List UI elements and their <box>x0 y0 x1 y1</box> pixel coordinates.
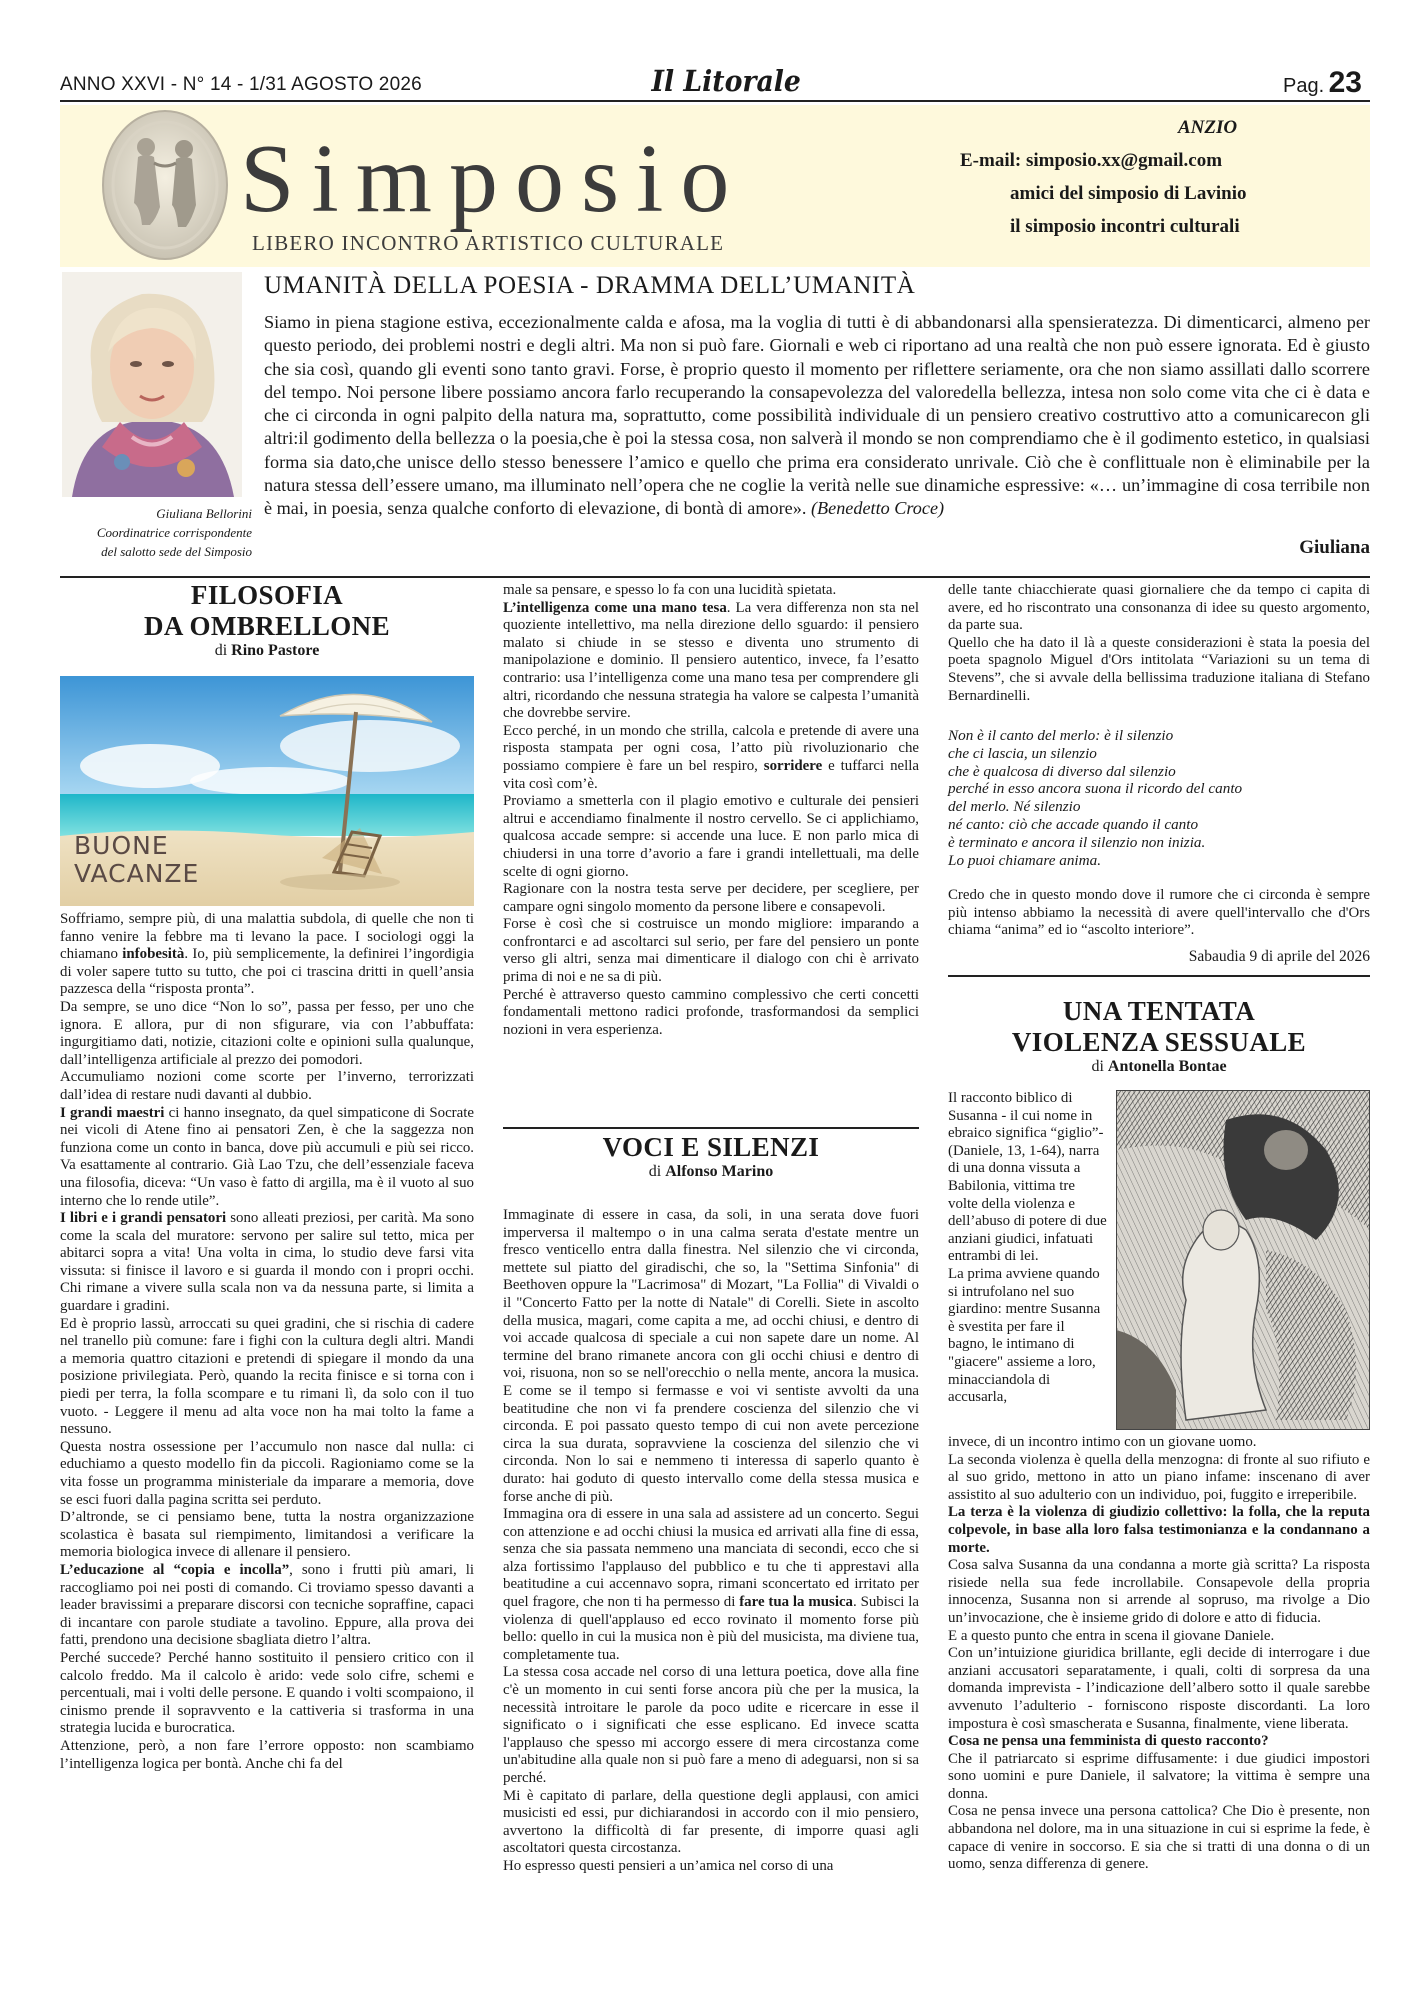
poem-line: che è qualcosa di diverso dal silenzio <box>948 762 1176 780</box>
article-title: UNA TENTATA <box>1062 996 1256 1026</box>
paragraph: E a questo punto che entra in scena il giovane Daniele. <box>948 1627 1275 1644</box>
poem-line: è terminato e ancora il silenzio non inizia. <box>948 833 1206 851</box>
paragraph: L’intelligenza come una mano tesa. La vera differenza non sta nel quoziente intellettivo, ma nella direzione dello sguardo: il pensiero malato si chiude in se stesso e diventa uno strumento di manipolazione e dominio. Il pensiero autentico, invece, fa l’esatto contrario: usa l’intelligenza come una mano tesa per comprendere gli altri, ricordando che nessuna strategia ha valore se calpesta l’umanità che dovrebbe servire. <box>503 599 919 722</box>
paragraph: Cosa ne pensa una femminista di questo racconto? <box>948 1733 1269 1750</box>
paragraph: Quello che ha dato il là a queste considerazioni è stata la poesia del poeta spagnolo Miguel d'Ors intitolata “Variazioni su un tema di Stevens”, che si avvale della bellissima traduzione italiana di Stefano Bernardinelli. <box>948 634 1370 704</box>
contacts-block <box>960 111 1360 243</box>
page-label: Pag. <box>1283 75 1325 97</box>
author-portrait <box>62 272 242 497</box>
article-body <box>60 911 474 1773</box>
author-name: Alfonso Marino <box>665 1163 774 1180</box>
group-name: il simposio incontri culturali <box>1010 216 1240 237</box>
editorial-title: UMANITÀ DELLA POESIA - DRAMMA DELL’UMANITÀ <box>264 272 916 299</box>
susanna-engraving <box>1116 1090 1370 1430</box>
paragraph: Proviamo a smetterla con il plagio emotivo e culturale dei pensieri altrui e accendiamo finalmente il nostro cervello. Se ci applichiamo, qualcosa accade sempre: si accende una luce. E non parlo mica di chiudersi in una torre d’avorio a fare i grandi intellettuali, ma delle scelte di ogni giorno. <box>503 793 919 880</box>
article-title: VIOLENZA SESSUALE <box>1011 1027 1307 1057</box>
paragraph: Cosa ne pensa invece una persona cattolica? Che Dio è presente, non abbandona nel dolore, ma in una situazione in cui si esprime la fede, è capace di venire in soccorso. E sia che si tratti di una donna o di un uomo, senza differenza di genere. <box>948 1803 1370 1873</box>
author-name: Antonella Bontae <box>1107 1058 1227 1075</box>
editorial-signature: Giuliana <box>1299 537 1370 558</box>
poem-line: Lo puoi chiamare anima. <box>948 851 1101 869</box>
paragraph: L’educazione al “copia e incolla”, sono i frutti più amari, li raccogliamo poi nei posti di comando. Ci troviamo spesso davanti a leader bravissimi a preparare discorsi con tecniche sopraffine, capaci di incantare con parole studiate a tavolino. Eppure, alla prova dei fatti, prendono una decisione sbagliata dietro l’altra. <box>60 1561 474 1649</box>
poem-line: del merlo. Né silenzio <box>948 798 1081 816</box>
paragraph: Cosa salva Susanna da una condanna a morte già scritta? La risposta risiede nella sua fede incrollabile. Consapevole della propria innocenza, Susanna non si arrende al sopruso, ma rivolge a Dio un’invocazione, che è insieme grido di dolore e atto di fiducia. <box>948 1557 1370 1626</box>
caption-role: del salotto sede del Simposio <box>101 544 252 559</box>
paragraph: Da sempre, se uno dice “Non lo so”, passa per fesso, per uno che ignora. E allora, pur di non sfigurare, via con l’abbuffata: ingurgitiamo dati, notizie, citazioni colte e opinioni sulla qualunque, dall’intelligenza artificiale al prezzo dei pomodori. <box>60 998 474 1068</box>
article-title: VOCI E SILENZI <box>602 1132 820 1162</box>
article-date: Sabaudia 9 di aprile del 2026 <box>1188 948 1370 965</box>
paragraph: Che il patriarcato si esprime diffusamente: i due giudici impostori sono uomini e pure Daniele, il salvatore; la vittima è sempre una donna. <box>948 1750 1370 1802</box>
simposio-emblem-icon <box>100 107 230 263</box>
article-body-continued <box>503 582 919 1039</box>
byline: di Rino Pastore <box>214 642 320 659</box>
paragraph: D’altronde, se ci pensiamo bene, tutta la nostra organizzazione scolastica è basata sul riempimento, limitandosi a verificare la memoria biologica invece di allenare il pensiero. <box>60 1509 474 1561</box>
paragraph: male sa pensare, e spesso lo fa con una lucidità spietata. <box>503 582 837 598</box>
email-label: E-mail: simposio.xx@gmail.com <box>960 150 1223 171</box>
divider <box>60 100 1370 102</box>
article-body <box>948 887 1370 940</box>
paragraph: I libri e i grandi pensatori sono alleati preziosi, per carità. Ma sono come la scala del muratore: servono per salire sul tetto, mica per abitarci sopra a vita! Una volta in cima, lo studio deve farsi vita vissuta: si finisce il lavoro e si guarda il mondo con i propri occhi. Chi rimane a vivere sulla scala non va da nessuna parte, si limita a guardare i gradini. <box>60 1210 475 1315</box>
paragraph: Perché è attraverso questo cammino complessivo che certi concetti fondamentali mettono radici profonde, trasformandosi da semplici nozioni in vera esperienza. <box>503 986 919 1038</box>
top-line <box>60 64 1370 100</box>
article-header <box>948 996 1370 1076</box>
paragraph: Perché succede? Perché hanno sostituito il pensiero critico con il calcolo freddo. Ma il calcolo è arido: vede solo cifre, schemi e percentuali, mai i volti delle persone. E quando i volti scompaiono, il cinismo prende il sopravvento e la cattiveria si trasforma in una strategia lucida e burocratica. <box>60 1649 474 1737</box>
poem-line: perché in esso ancora suona il ricordo del canto <box>948 780 1243 798</box>
divider <box>948 975 1370 977</box>
paragraph: La stessa cosa accade nel corso di una lettura poetica, dove alla fine c'è un momento in cui senti forse ancora più che per la musica, la necessità introitare le parole da poco udite e ricercare in esse il significato o i significati che esse esplicano. Ed invece scatta l'applauso che spesso mi accorgo essere di mera circostanza come un'abitudine alla quale non si può fare a meno di adeguarsi, non si sa perché. <box>503 1664 919 1786</box>
editorial-text: Siamo in piena stagione estiva, eccezionalmente calda e afosa, ma la voglia di tutti è di abbandonarsi alla spensieratezza. Di dimenticarci, almeno per questo periodo, dei problemi nostri e degli altri. Ma non si può fare. Giornali e web ci riportano ad una realtà che non può essere ignorata. Ed è giusto che sia così, quando gli eventi sono tanto gravi. Forse, è proprio questo il momento per riflettere seriamente, ora che non siamo assillati dallo scorrere del tempo. Noi persone libere possiamo ancora farlo recuperando la consapevolezza del valoredella bellezza, intesa non solo come vita che ci è data e che ci circonda in ogni palpito della natura ma, soprattutto, come possibilità individuale di un pensiero creativo costruttivo atto a comunicarecon gli altri:il godimento della bellezza o la poesia,che è poi la stessa cosa, non salverà il mondo se non comprendiamo che è il godimento estetico, in qualsiasi forma sia dato,che unisce dello stesso benessere l’amico e quello che prima era considerato unrivale. Ciò che è conflittuale non è eliminabile per la natura stessa dell’essere umano, ma illuminato nell’opera che ne coglie la verità nelle sue dinamiche espressive: «… un’immagine di cosa terribile non è mai, in poesia, senza qualche conforto di elevazione, di bontà di amore». <box>264 312 1370 519</box>
paragraph: Attenzione, però, a non fare l’errore opposto: non scambiamo l’intelligenza logica per bontà. Anche chi fa del <box>60 1737 474 1772</box>
paragraph: Immagina ora di essere in una sala ad assistere ad un concerto. Segui con attenzione e ad occhi chiusi la musica ed arrivati alla fine di essa, senza che sia passata nemmeno una manciata di secondi, ecco che si alza fortissimo l'applauso del pubblico e tu che ti apprestavi alla beatitudine a cui accennavo sopra, rimani sconcertato ed irritato per quel fragore, che non ti ha permesso di fare tua la musica. Subisci la violenza di quell'applauso ed ecco rovinato il momento forse più bello: quello in cui la musica non è più del musicista, ma diviene tua, completamente tua. <box>503 1506 920 1663</box>
poem <box>948 727 1370 869</box>
paragraph: Credo che in questo mondo dove il rumore che ci circonda è sempre più intenso abbiamo la necessità di avere quell'intervallo che d'Ors chiama “anima” ed io “ascolto interiore”. <box>948 887 1370 939</box>
byline: di Alfonso Marino <box>648 1163 774 1180</box>
page-number-value: 23 <box>1328 66 1362 99</box>
paragraph: La terza è la violenza di giudizio collettivo: la folla, che la reputa colpevole, in base alla loro falsa testimonianza e la condannano a morte. <box>948 1504 1370 1556</box>
paragraph: Ed è proprio lassù, arroccati su quei gradini, che si rischia di cadere nel tranello più comune: fare i fighi con la cultura degli altri. Mandi a memoria quattro citazioni e pretendi di spiegare il mondo da una posizione privilegiata. Però, quando la recita finisce e si torna con i piedi per terra, la folla scompare e tu rimani lì, da solo con il tuo vuoto. - Leggere il menu ad alta voce non ha mai tolto la fame a nessuno. <box>60 1315 474 1438</box>
section-subtitle: LIBERO INCONTRO ARTISTICO CULTURALE <box>252 231 725 255</box>
photo-caption <box>52 504 252 561</box>
section-banner <box>60 105 1370 267</box>
place-label: ANZIO <box>1178 117 1238 138</box>
paragraph: Con un’intuizione giuridica brillante, egli decide di interrogare i due anziani accusatori separatamente, i quali, colti di sorpresa da una domanda imprevista - l’indicazione dell’albero sotto il quale sarebbe avvenuto l’adulterio - forniscono risposte discordanti. La loro impostura è così smascherata e Susanna, finalmente, viene liberata. <box>948 1645 1370 1732</box>
paragraph: La seconda violenza è quella della menzogna: di fronte al suo rifiuto e al suo grido, mettono in atto un piano infame: inscenano di aver assistito al suo adulterio con un individuo, poi, fuggito e irreperibile. <box>948 1451 1370 1503</box>
article-body <box>948 1434 1370 1874</box>
editorial-body <box>264 311 1370 521</box>
group-name: amici del simposio di Lavinio <box>1010 183 1247 204</box>
article-body-wrapped: Il racconto biblico di Susanna - il cui nome in ebraico significa “giglio”- (Daniele, 13, 1-64), narra di una donna vissuta a Babilonia, vittima tre volte della violenza e dell’abuso di potere di due anziani giudici, infatuati entrambi di lei. La prima avviene quando si intrufolano nel suo giardino: mentre Susanna è svestita per fare il bagno, le intimano di "giacere" assieme a loro, minacciandola di accusarla, <box>948 1090 1107 1406</box>
section-title: Simposio <box>240 125 747 233</box>
article-header <box>503 1132 919 1181</box>
article-body-continued <box>948 582 1370 705</box>
page-number <box>1283 66 1362 100</box>
paragraph: Ragionare con la nostra testa serve per decidere, per scegliere, per campare ogni singolo momento da persone libere e consapevoli. <box>503 881 919 915</box>
byline: di Antonella Bontae <box>1091 1058 1227 1075</box>
paragraph: delle tante chiacchierate quasi giornaliere che da tempo ci capita di avere, ed ho riscontrato una consonanza di idee su questo argomento, da parte sua. <box>948 582 1370 634</box>
paragraph: Mi è capitato di parlare, della questione degli applausi, con amici musicisti ed essi, pur dichiarandosi in accordo con il mio pensiero, avvertono la difficoltà di far presente, di imporre quasi agli ascoltatori questa circostanza. <box>503 1787 919 1857</box>
paragraph: Questa nostra ossessione per l’accumulo non nasce dal nulla: ci educhiamo a questo modello fin da piccoli. Ragioniamo come se la vita fosse un programma ministeriale da imparare a memoria, dove se esci fuori dalla pagina scritta sei perduto. <box>60 1438 474 1508</box>
image-caption-text: BUONE VACANZE <box>74 831 200 888</box>
article-title: FILOSOFIA <box>190 580 344 610</box>
paragraph: Ho espresso questi pensieri a un’amica nel corso di una <box>503 1857 834 1874</box>
quote-source: (Benedetto Croce) <box>810 498 945 519</box>
caption-name: Giuliana Bellorini <box>156 506 252 521</box>
paragraph: Immaginate di essere in casa, da soli, in una serata dove fuori imperversa il maltempo o in una calma serata d'estate mentre un fresco venticello entra dalla finestra. Nel silenzio che vi circonda, mettete sul piatto del giradischi, che so, la "Settima Sinfonia" di Beethoven oppure la "Lacrimosa" di Mozart, "La Follia" di Vivaldi o il "Concerto Fatto per la notte di Natale" di Corelli. Siete in ascolto della musica, magari, come capita a me, ad occhi chiusi, e dentro di voi accade qualcosa di speciale a cui non sapete dare un nome. Al termine del brano rimanete ancora con gli occhi chiusi e dentro di voi, risuona, non so se nell'orecchio o nella mente, ancora la musica. E come se il tempo si fermasse e voi vi sentiste avvolti da una beatitudine che non vi fa prendere coscienza del silenzio che vi circonda. E poi passato questo tempo di cui non avete percezione circa la sua durata, sopravviene la coscienza del silenzio che vi circonda. Non lo sai e nemmeno ti interessa di saperlo quanto è durato: hai goduto di questo intervallo come della stessa musica e forse anche di più. <box>503 1207 919 1505</box>
caption-role: Coordinatrice corrispondente <box>96 525 252 540</box>
paragraph: Ecco perché, in un mondo che strilla, calcola e pretende di avere una risposta stampata per ogni cosa, l’atto più rivoluzionario che possiamo compiere è fare un bel respiro, sorridere e tuffarci nella vita così com’è. <box>503 722 920 792</box>
poem-line: Non è il canto del merlo: è il silenzio <box>948 727 1174 744</box>
paragraph: I grandi maestri ci hanno insegnato, da quel simpaticone di Socrate nei vicoli di Atene fino ai pensatori Zen, è che la saggezza non funziona come un conto in banca, dove più accumuli e più sei ricco. Va esattamente al contrario. Già Lao Tzu, che dell’essenziale faceva una filosofia, diceva: “Un vaso è fatto di argilla, ma è il vuoto al suo interno che lo rende utile”. <box>60 1104 474 1209</box>
beach-illustration <box>60 676 474 906</box>
article-body <box>503 1207 919 1876</box>
poem-line: né canto: ciò che accade quando il canto <box>948 815 1199 833</box>
divider <box>60 576 1370 578</box>
author-name: Rino Pastore <box>231 642 320 659</box>
paragraph: Accumuliamo nozioni come scorte per l’inverno, terrorizzati dall’idea di restare nudi davanti al dubbio. <box>60 1069 474 1103</box>
paragraph: invece, di un incontro intimo con un giovane uomo. <box>948 1434 1257 1450</box>
newspaper-masthead: Il Litorale <box>651 64 801 98</box>
article-title: DA OMBRELLONE <box>144 611 390 641</box>
poem-line: che ci lascia, un silenzio <box>948 744 1097 762</box>
divider <box>503 1127 919 1129</box>
paragraph: Forse è così che si costruisce un mondo migliore: imparando a confrontarci e ad ascoltarci sul serio, per fare del pensiero un ponte verso gli altri, senza mai dimenticare il dialogo con chi è arrivato prima di noi e ne sa di più. <box>503 916 919 986</box>
paragraph: Soffriamo, sempre più, di una malattia subdola, di quelle che non ti fanno venire la febbre ma ti levano la pace. I sociologi oggi la chiamano infobesità. Io, più semplicemente, la definirei l’ingordigia di voler sapere tutto su tutto, che poi ci trascina dritti in quell’ansia pazzesca della “risposta pronta”. <box>60 911 474 998</box>
issue-info: ANNO XXVI - N° 14 - 1/31 AGOSTO 2026 <box>60 74 422 95</box>
article-header <box>60 580 474 660</box>
